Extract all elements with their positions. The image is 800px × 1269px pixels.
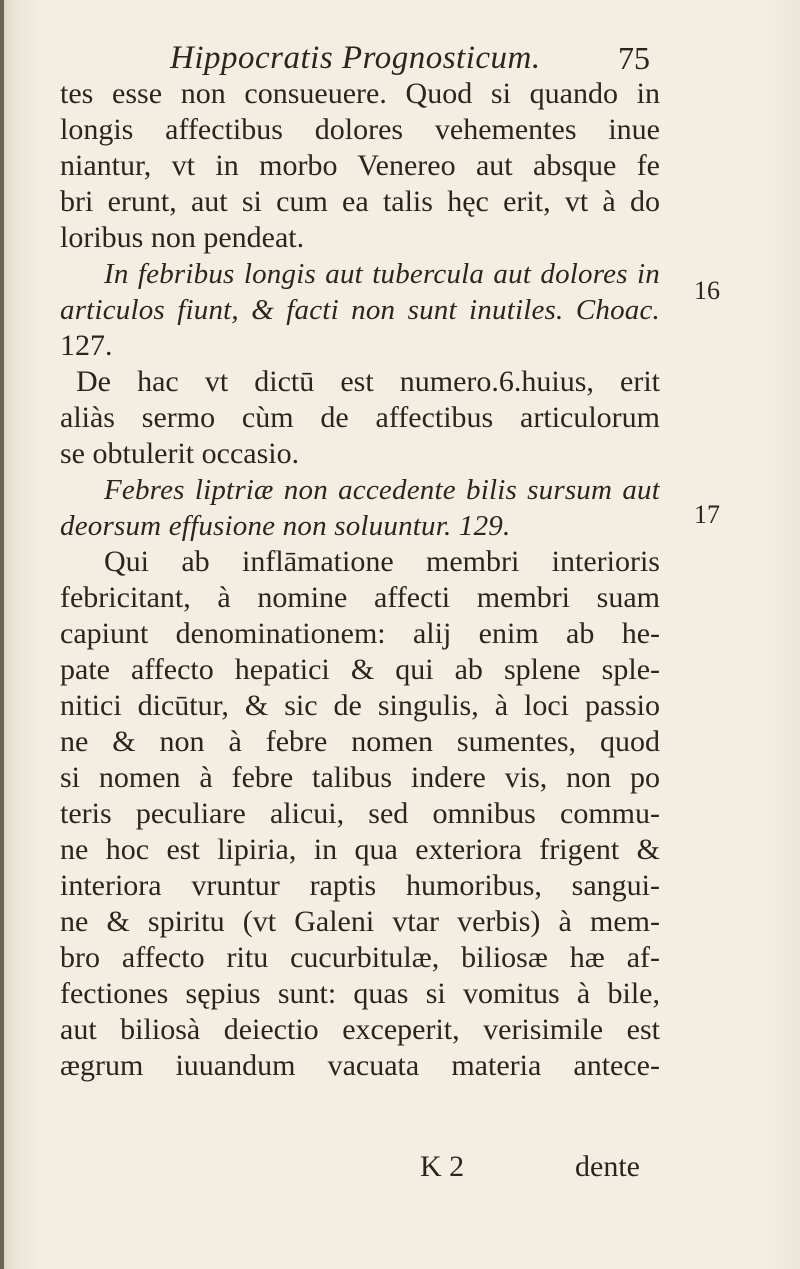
text-block [60,76,660,1084]
binding-gutter [0,0,4,1269]
text-line: fectiones sępius sunt: quas si vomitus à bile, [60,977,660,1010]
text-line: De hac vt dictū est numero.6.huius, erit [76,365,660,398]
text-line: ægrum iuuandum vacuata materia antece- [60,1049,660,1082]
aphorism-reference: 127. [60,329,113,362]
text-line: febricitant, à nomine affecti membri suam [60,581,660,614]
text-line: niantur, vt in morbo Venereo aut absque fe [60,149,660,182]
text-line: bro affecto ritu cucurbitulæ, biliosæ hæ af- [60,941,660,974]
catchword: dente [575,1150,640,1183]
text-line: interiora vruntur raptis humoribus, sangui- [60,869,660,902]
text-line: bri erunt, aut si cum ea talis hęc erit, vt à do [60,185,660,218]
text-line: capiunt denominationem: alij enim ab he- [60,617,660,650]
running-head: Hippocratis Prognosticum. [170,40,541,76]
text-line: nitici dicūtur, & sic de singulis, à loci passio [60,689,660,722]
page-number: 75 [618,40,650,76]
aphorism-line: articulos fiunt, & facti non sunt inutiles. Choac. [60,294,660,326]
text-line: aliàs sermo cùm de affectibus articulorum [60,401,660,434]
text-line: si nomen à febre talibus indere vis, non po [60,761,660,794]
text-line: tes esse non consueuere. Quod si quando in [60,77,660,110]
aphorism-line: Febres liptriæ non accedente bilis sursum aut [104,474,660,506]
text-line: se obtulerit occasio. [60,437,300,470]
margin-number: 16 [694,276,720,305]
text-line: loribus non pendeat. [60,221,305,254]
text-line: teris peculiare alicui, sed omnibus commu- [60,797,660,830]
text-line: pate affecto hepatici & qui ab splene sple- [60,653,660,686]
text-line: ne & spiritu (vt Galeni vtar verbis) à mem- [60,905,660,938]
aphorism-line: In febribus longis aut tubercula aut dolores in [104,258,660,290]
margin-number: 17 [694,500,720,529]
text-line: ne hoc est lipiria, in qua exteriora frigent & [60,833,660,866]
signature-mark: K 2 [420,1150,465,1183]
text-line: Qui ab inflāmatione membri interioris [104,545,660,578]
text-line: aut biliosà deiectio exceperit, verisimile est [60,1013,660,1046]
aphorism-line: deorsum effusione non soluuntur. 129. [60,510,511,542]
text-line: ne & non à febre nomen sumentes, quod [60,725,660,758]
text-line: longis affectibus dolores vehementes inue [60,113,660,146]
page-footer [420,1150,640,1190]
